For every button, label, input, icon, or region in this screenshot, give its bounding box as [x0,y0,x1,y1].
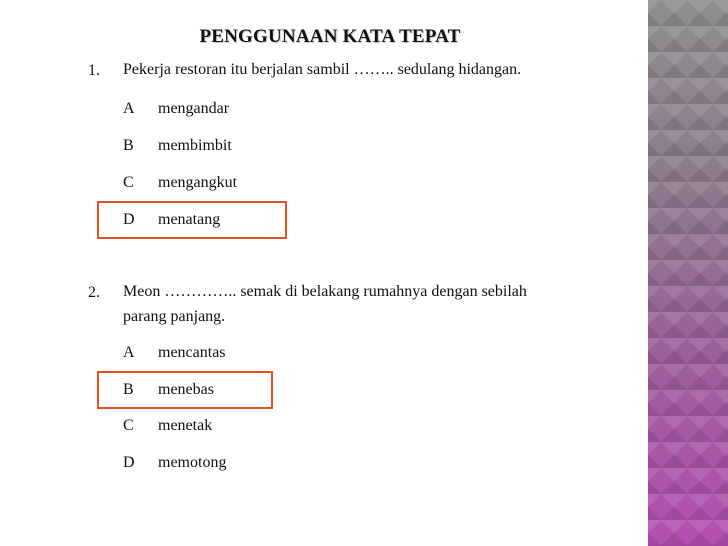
question-2-text-line-1: Meon ………….. semak di belakang rumahnya dengan sebilah [123,283,527,300]
question-1-option-b: membimbit [158,137,232,154]
question-1-option-a-letter: A [123,100,135,117]
question-2-option-b: menebas [158,381,214,398]
question-1-option-c: mengangkut [158,174,238,191]
question-2-option-b-letter: B [123,381,134,398]
question-1-option-d-letter: D [123,211,135,228]
question-1-option-a: mengandar [158,100,230,117]
question-1-text: Pekerja restoran itu berjalan sambil …….. sedulang hidangan. [123,61,522,78]
question-2-option-c-letter: C [123,417,134,434]
question-1-option-b-letter: B [123,137,134,154]
decorative-side-panel [648,0,728,546]
question-1-option-c-letter: C [123,174,134,191]
question-2-answer-highlight [97,371,273,409]
question-2-option-d-letter: D [123,454,135,471]
slide-title: PENGGUNAAN KATA TEPAT [199,26,461,47]
question-2-option-a: mencantas [158,344,226,361]
question-2-text-line-2: parang panjang. [123,308,226,325]
question-2-option-c: menetak [158,417,213,434]
question-1-option-d: menatang [158,211,221,228]
question-1-answer-highlight [97,201,287,239]
question-1-number: 1. [88,62,100,79]
question-2-number: 2. [88,284,100,301]
question-2-option-d: memotong [158,454,227,471]
question-2-option-a-letter: A [123,344,135,361]
